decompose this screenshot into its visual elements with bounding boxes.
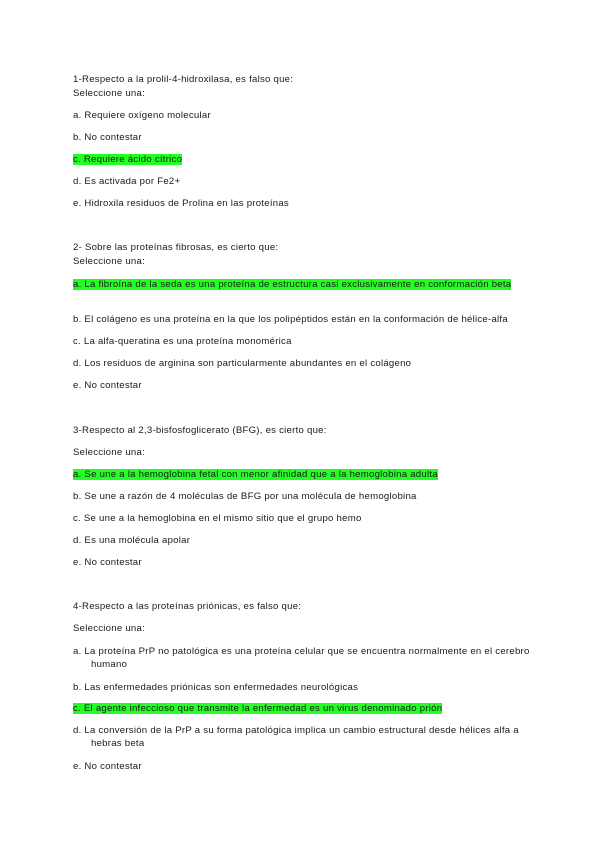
question-4-option-d[interactable] bbox=[73, 724, 546, 750]
question-3-prompt: 3-Respecto al 2,3-bisfosfoglicerato (BFG), es cierto que: bbox=[73, 425, 327, 436]
option-text: e. No contestar bbox=[73, 557, 142, 568]
highlighted-answer: a. Se une a la hemoglobina fetal con menor afinidad que a la hemoglobina adulta bbox=[73, 469, 438, 480]
question-1-option-c[interactable] bbox=[73, 153, 528, 166]
question-1-select-label: Seleccione una: bbox=[73, 88, 146, 99]
option-text: e. No contestar bbox=[73, 380, 142, 391]
option-text: b. Se une a razón de 4 moléculas de BFG por una molécula de hemoglobina bbox=[73, 491, 417, 502]
question-3-option-d[interactable] bbox=[73, 534, 528, 547]
question-2-option-e[interactable] bbox=[73, 379, 528, 392]
option-text: b. Las enfermedades priónicas son enfermedades neurológicas bbox=[73, 682, 359, 693]
question-2-option-a[interactable] bbox=[73, 278, 546, 291]
question-2-prompt: 2- Sobre las proteínas fibrosas, es cierto que: bbox=[73, 242, 279, 253]
question-1-option-a[interactable] bbox=[73, 109, 528, 122]
question-3-option-e[interactable] bbox=[73, 556, 528, 569]
question-4-prompt: 4-Respecto a las proteínas priónicas, es falso que: bbox=[73, 601, 302, 612]
question-4-option-c[interactable] bbox=[73, 702, 528, 715]
question-2-option-c[interactable] bbox=[73, 335, 528, 348]
highlighted-answer: a. La fibroína de la seda es una proteína de estructura casi exclusivamente en conformación beta bbox=[73, 279, 512, 290]
option-text: c. La alfa-queratina es una proteína monomérica bbox=[73, 336, 292, 347]
option-text: d. La conversión de la PrP a su forma patológica implica un cambio estructural desde hélices alfa a hebras beta bbox=[73, 725, 519, 749]
option-text: c. Se une a la hemoglobina en el mismo sitio que el grupo hemo bbox=[73, 513, 362, 524]
question-2-select-label: Seleccione una: bbox=[73, 256, 146, 267]
highlighted-answer: c. Requiere ácido cítrico bbox=[73, 154, 183, 165]
question-1-option-e[interactable] bbox=[73, 197, 528, 210]
question-4-option-a[interactable] bbox=[73, 645, 546, 671]
option-text: a. La proteína PrP no patológica es una proteína celular que se encuentra normalmente en el cerebro humano bbox=[73, 646, 530, 670]
option-text: a. Requiere oxígeno molecular bbox=[73, 110, 211, 121]
question-3-option-c[interactable] bbox=[73, 512, 528, 525]
question-3-option-b[interactable] bbox=[73, 490, 528, 503]
question-2-option-d[interactable] bbox=[73, 357, 528, 370]
question-3-option-a[interactable] bbox=[73, 468, 528, 481]
question-4-option-b[interactable] bbox=[73, 681, 528, 694]
option-text: d. Es una molécula apolar bbox=[73, 535, 191, 546]
option-text: b. No contestar bbox=[73, 132, 142, 143]
option-text: d. Es activada por Fe2+ bbox=[73, 176, 181, 187]
option-text: d. Los residuos de arginina son particularmente abundantes en el colágeno bbox=[73, 358, 412, 369]
option-text: e. No contestar bbox=[73, 761, 142, 772]
option-text: b. El colágeno es una proteína en la que los polipéptidos están en la conformación de hélice-alfa bbox=[73, 314, 508, 325]
question-2-option-b[interactable] bbox=[73, 313, 553, 326]
question-1-prompt: 1-Respecto a la prolil-4-hidroxilasa, es falso que: bbox=[73, 74, 294, 85]
question-1-option-d[interactable] bbox=[73, 175, 528, 188]
question-3-select-label: Seleccione una: bbox=[73, 447, 146, 458]
option-text: e. Hidroxila residuos de Prolina en las proteínas bbox=[73, 198, 289, 209]
question-1-option-b[interactable] bbox=[73, 131, 528, 144]
highlighted-answer: c. El agente infeccioso que transmite la enfermedad es un virus denominado prión bbox=[73, 703, 443, 714]
question-4-option-e[interactable] bbox=[73, 760, 528, 773]
question-4-select-label: Seleccione una: bbox=[73, 623, 146, 634]
